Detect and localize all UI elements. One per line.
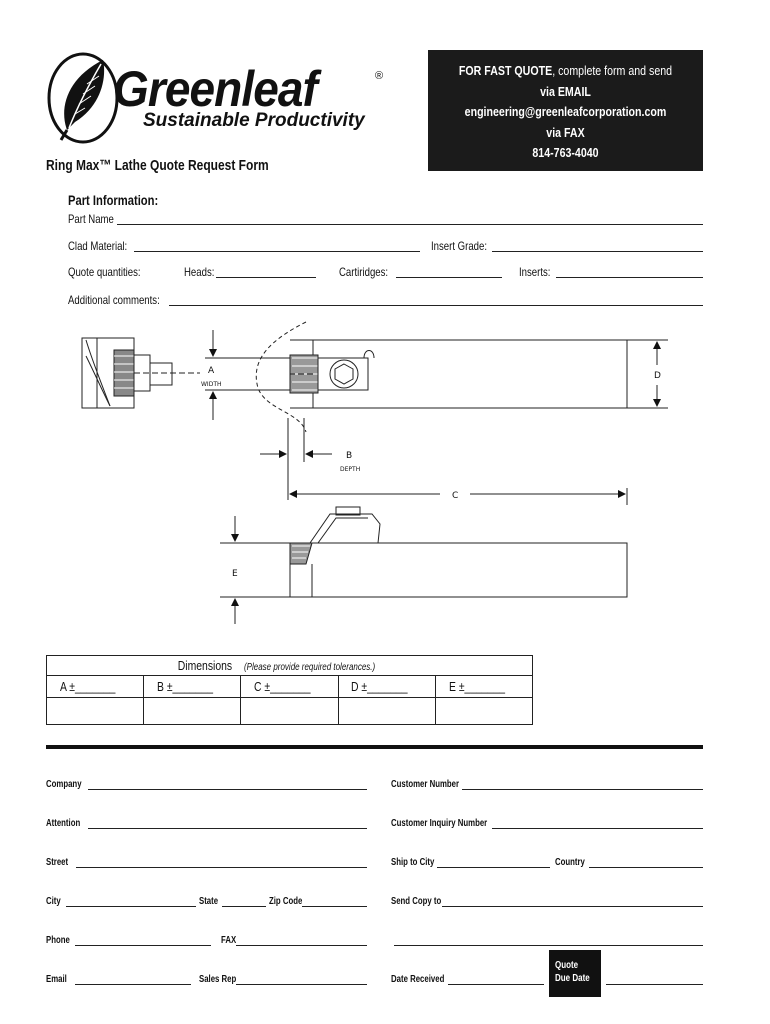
date-received-label: Date Received: [391, 974, 445, 985]
dim-a-value[interactable]: [47, 698, 144, 725]
dim-d-value[interactable]: [338, 698, 435, 725]
quote-due-date-field[interactable]: [606, 984, 703, 985]
clad-material-field[interactable]: [134, 251, 420, 252]
dim-b-header: B ±_______: [144, 676, 241, 698]
email-address[interactable]: engineering@greenleafcorporation.com: [464, 105, 667, 119]
via-fax-label: via FAX: [546, 125, 585, 140]
form-title: Ring Max™ Lathe Quote Request Form: [46, 157, 269, 174]
dim-a-label: A: [208, 366, 215, 376]
dim-c-value[interactable]: [241, 698, 338, 725]
state-field[interactable]: [222, 906, 266, 907]
dimensions-note: (Please provide required tolerances.): [243, 661, 375, 673]
dim-e-label: E: [232, 569, 238, 579]
registered-mark: ®: [375, 70, 384, 82]
dimensions-title-cell: [47, 656, 533, 676]
inserts-field[interactable]: [556, 277, 703, 278]
dim-b-value[interactable]: [144, 698, 241, 725]
country-field[interactable]: [589, 867, 703, 868]
part-name-label: Part Name: [68, 212, 114, 226]
date-received-field[interactable]: [448, 984, 544, 985]
company-label: Company: [46, 779, 82, 790]
part-name-field[interactable]: [117, 224, 703, 225]
section-divider: [46, 745, 703, 749]
dim-d-header: D ±_______: [338, 676, 435, 698]
quote-quantities-label: Quote quantities:: [68, 265, 141, 279]
tool-diagram: [0, 315, 770, 625]
attention-label: Attention: [46, 818, 81, 829]
zip-label: Zip Code: [269, 896, 303, 907]
ship-to-city-label: Ship to City: [391, 857, 435, 868]
attention-field[interactable]: [88, 828, 367, 829]
street-field[interactable]: [76, 867, 367, 868]
dim-e-value[interactable]: [435, 698, 532, 725]
brand-name: Greenleaf: [113, 61, 317, 117]
sales-rep-field[interactable]: [236, 984, 367, 985]
dim-c-label: C: [452, 491, 459, 501]
heads-field[interactable]: [216, 277, 316, 278]
sales-rep-label: Sales Rep: [199, 974, 237, 985]
insert-grade-field[interactable]: [492, 251, 703, 252]
additional-comments-label: Additional comments:: [68, 293, 160, 307]
part-info-heading: Part Information:: [68, 192, 159, 208]
inserts-label: Inserts:: [519, 265, 551, 279]
fax-field[interactable]: [236, 945, 367, 946]
insert-grade-label: Insert Grade:: [431, 239, 488, 253]
zip-field[interactable]: [302, 906, 367, 907]
heads-label: Heads:: [184, 265, 215, 279]
dim-c-header: C ±_______: [241, 676, 338, 698]
cartridges-field[interactable]: [396, 277, 502, 278]
brand-tagline: Sustainable Productivity: [143, 110, 365, 131]
send-copy-to-label: Send Copy to: [391, 896, 442, 907]
additional-comments-field[interactable]: [169, 305, 703, 306]
cartridges-label: Cartiridges:: [339, 265, 389, 279]
send-copy-to-field[interactable]: [442, 906, 703, 907]
phone-field[interactable]: [75, 945, 211, 946]
dim-e-header: E ±_______: [435, 676, 532, 698]
send-copy-to-field-2[interactable]: [394, 945, 703, 946]
ship-to-city-field[interactable]: [437, 867, 550, 868]
quote-due-date-label: Quote Due Date: [549, 950, 601, 997]
customer-inquiry-number-label: Customer Inquiry Number: [391, 818, 488, 829]
dimensions-title: Dimensions: [178, 657, 233, 673]
fax-number: 814-763-4040: [532, 146, 599, 160]
greenleaf-logo: [45, 48, 390, 148]
via-email-label: via EMAIL: [540, 84, 591, 99]
company-field[interactable]: [88, 789, 367, 790]
dim-b-sublabel: DEPTH: [340, 466, 361, 473]
city-label: City: [46, 896, 61, 907]
street-label: Street: [46, 857, 69, 868]
email-label: Email: [46, 974, 67, 985]
state-label: State: [199, 896, 219, 907]
fast-quote-box: FOR FAST QUOTE, complete form and send via EMAIL engineering@greenleafcorporation.com via FAX 814-763-4040: [428, 50, 703, 171]
dimensions-table: [46, 655, 533, 725]
city-field[interactable]: [66, 906, 196, 907]
customer-inquiry-number-field[interactable]: [492, 828, 703, 829]
dim-a-sublabel: WIDTH: [201, 381, 222, 388]
customer-number-field[interactable]: [462, 789, 703, 790]
customer-number-label: Customer Number: [391, 779, 460, 790]
dim-d-label: D: [654, 371, 661, 381]
dim-b-label: B: [346, 451, 353, 461]
clad-material-label: Clad Material:: [68, 239, 128, 253]
phone-label: Phone: [46, 935, 70, 946]
dim-a-header: A ±_______: [47, 676, 144, 698]
country-label: Country: [555, 857, 585, 868]
fax-label: FAX: [221, 935, 237, 946]
email-field[interactable]: [75, 984, 191, 985]
